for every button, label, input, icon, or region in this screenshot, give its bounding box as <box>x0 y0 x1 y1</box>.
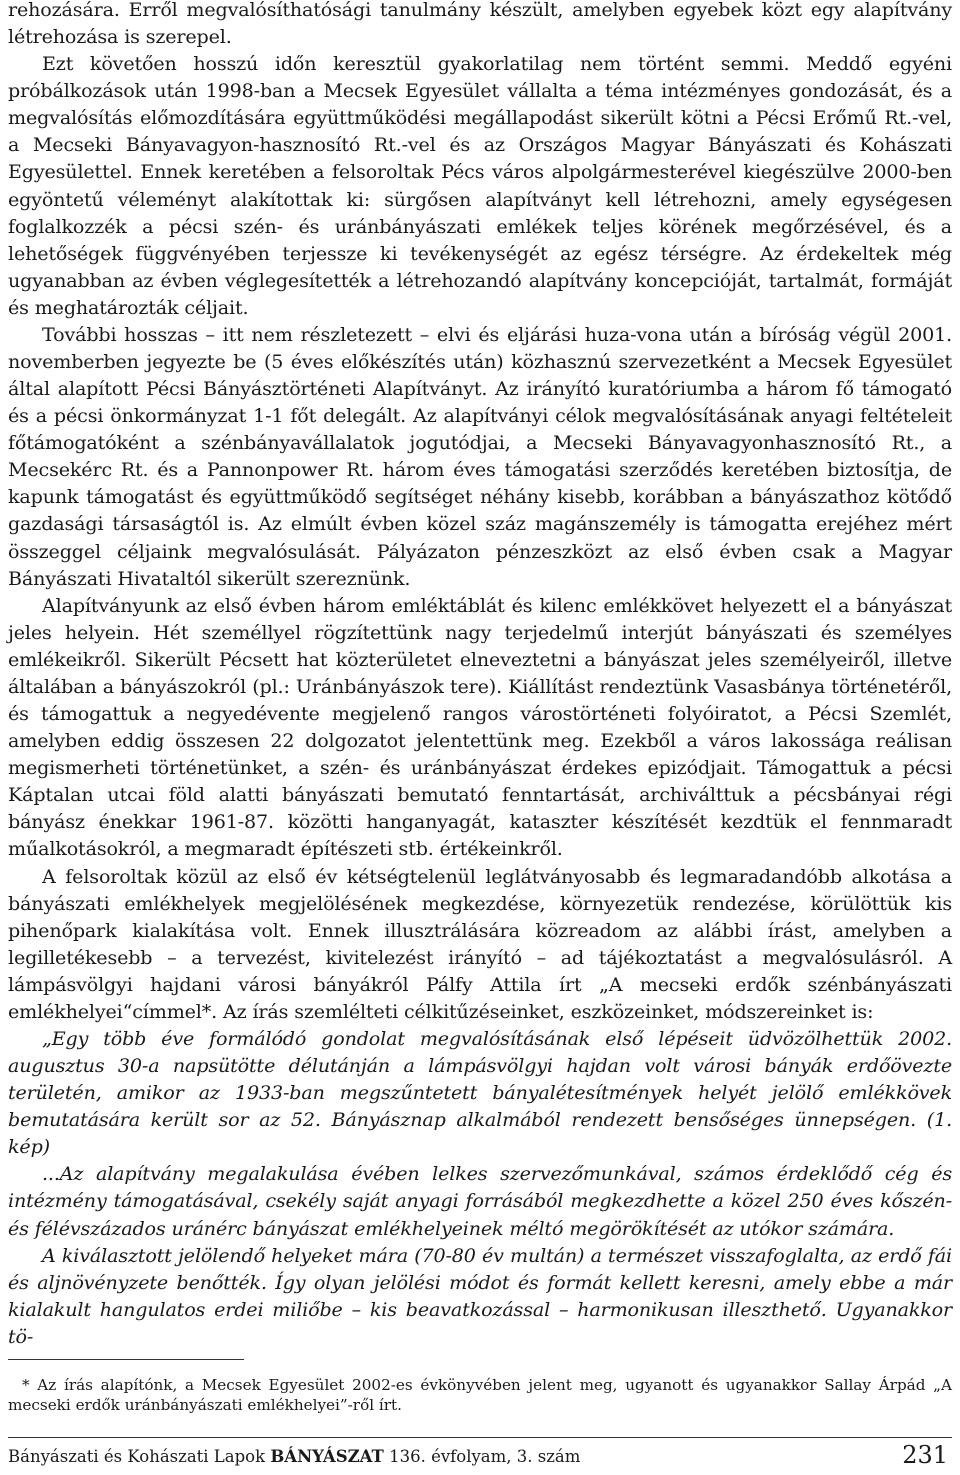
quote-paragraph-3: A kiválasztott jelölendő helyeket mára (70-80 év multán) a természet visszafoglalta, az erdő fái és aljnövényzete benőtték. Így olyan jelölési módot és formát kellett keresni, amely ebbe a már kialakult hangulatos erdei miliőbe – kis beavatkozással – harmonikusan illeszthető. Ugyanakkor tö- <box>8 1243 952 1348</box>
footnote-divider <box>8 1359 244 1360</box>
article-body <box>8 0 952 1350</box>
journal-name: BÁNYÁSZAT <box>270 1447 384 1466</box>
paragraph-3: További hosszas – itt nem részletezett – elvi és eljárási huza-vona után a bíróság végül 2001. novemberben jegyezte be (5 éves előkészítés után) közhasznú szervezetként a Mecsek Egyesület által alapított Pécsi Bányásztörténeti Alapítványt. Az irányító kuratóriumba a három fő támogató és a pécsi önkormányzat 1-1 főt delegált. Az alapítványi célok megvalósításának anyagi feltételeit főtámogatóként a szénbányavállalatok jogutódjai, a Mecseki Bányavagyonhasznosító Rt., a Mecsekérc Rt. és a Pannonpower Rt. három éves támogatási szerződés keretében biztosítja, de kapunk támogatást és együttműködő segítséget néhány kisebb, korábban a bányászathoz kötődő gazdasági társaságtól is. Az elmúlt évben közel száz magánszemély is támogatta erejéhez mért összeggel céljaink megvalósulását. Pályázaton pénzeszközt az első évben csak a Magyar Bányászati Hivataltól sikerült szereznünk. <box>8 322 952 590</box>
page-footer <box>8 1441 952 1471</box>
paragraph-4: Alapítványunk az első évben három emléktáblát és kilenc emlékkövet helyezett el a bányászat jeles helyein. Hét személlyel rögzítettünk nagy terjedelmű interjút bányászati és személyes emlékeikről. Sikerült Pécsett hat közterületet elneveztetni a bányászat jeles személyeiről, illetve általában a bányászokról (pl.: Uránbányászok tere). Kiállítást rendeztünk Vasasbánya történetéről, és támogattuk a negyedévente megjelenő rangos várostörténeti folyóiratot, a Pécsi Szemlét, amelyben eddig összesen 22 dolgozatot jelentettünk meg. Ezekből a város lakossága reálisan megismerheti történetünket, a szén- és uránbányászat érdekes epizódjait. Támogattuk a pécsi Káptalan utcai föld alatti bányászati bemutató fenntartását, archiválttuk a pécsbányai régi bányász énekkar 1961-87. közötti hanganyagát, kataszter készítését kezdtük el fennmaradt műalkotásokról, a megmaradt építészeti stb. értékeinkről. <box>8 593 952 861</box>
page-number: 231 <box>902 1441 948 1469</box>
footer-divider <box>8 1437 952 1438</box>
quote-paragraph-1: „Egy több éve formálódó gondolat megvalósításának első lépéseit üdvözölhettük 2002. augusztus 30-a napsütötte délutánján a lámpásvölgyi hajdan volt városi bányák erdőövezte területén, amikor az 1933-ban megszűntetett bányalétesítmények helyét jelölő emlékkövek bemutatására került sor az 52. Bányásznap alkalmából rendezett bensőséges ünnepségen. (1. kép) <box>8 1026 952 1159</box>
paragraph-5: A felsoroltak közül az első év kétségtelenül leglátványosabb és legmaradandóbb alkotása a bányászati emlékhelyek megjelölésének megkezdése, környezetük rendezése, körülöttük kis pihenőpark kialakítása volt. Ennek illusztrálására közreadom az alábbi írást, amelyben a legilletékesebb – a tervezést, kivitelezést irányító – ad tájékoztatást a megvalósulásról. A lámpásvölgyi hajdani városi bányákról Pálfy Attila írt „A mecseki erdők szénbányászati emlékhelyei“címmel*. Az írás szemlélteti célkitűzéseinket, eszközeinket, módszereinket is: <box>8 864 952 1023</box>
journal-citation <box>8 1447 580 1466</box>
paragraph-2: Ezt követően hosszú időn keresztül gyakorlatilag nem történt semmi. Meddő egyéni próbálkozások után 1998-ban a Mecsek Egyesület vállalta a téma intézményes gondozását, és a megvalósítás előmozdítására együttműködési megállapodást sikerült kötni a Pécsi Erőmű Rt.-vel, a Mecseki Bányavagyon-hasznosító Rt.-vel és az Országos Magyar Bányászati és Kohászati Egyesülettel. Ennek keretében a felsoroltak Pécs város alpolgármesterével kiegészülve 2000-ben egyöntetű véleményt alakítottak ki: sürgősen alapítványt kell létrehozni, amely egységesen foglalkozzék a pécsi szén- és uránbányászati emlékek teljes körének megőrzésével, és a lehetőségek függvényében terjessze ki tevékenységét az egész térségre. Az érdekeltek még ugyanabban az évben véglegesítették a létrehozandó alapítvány koncepcióját, tartalmát, formáját és meghatározták céljait. <box>8 52 952 319</box>
paragraph-1: rehozására. Erről megvalósíthatósági tanulmány készült, amelyben egyebek közt egy alapítvány létrehozása is szerepel. <box>8 0 952 49</box>
journal-suffix: 136. évfolyam, 3. szám <box>383 1447 581 1466</box>
footnote: * Az írás alapítónk, a Mecsek Egyesület 2002-es évkönyvében jelent meg, ugyanott és ugyanakkor Sallay Árpád „A mecseki erdők uránbányászati emlékhelyei”-ről írt. <box>8 1376 952 1414</box>
quote-paragraph-2: ...Az alapítvány megalakulása évében lelkes szervezőmunkával, számos érdeklődő cég és intézmény támogatásával, csekély saját anyagi forrásából megkezdhette a közel 250 éves kőszén- és félévszázados uránérc bányászat emlékhelyeinek méltó megörökítését az utókor számára. <box>8 1162 952 1240</box>
journal-prefix: Bányászati és Kohászati Lapok <box>8 1447 271 1466</box>
